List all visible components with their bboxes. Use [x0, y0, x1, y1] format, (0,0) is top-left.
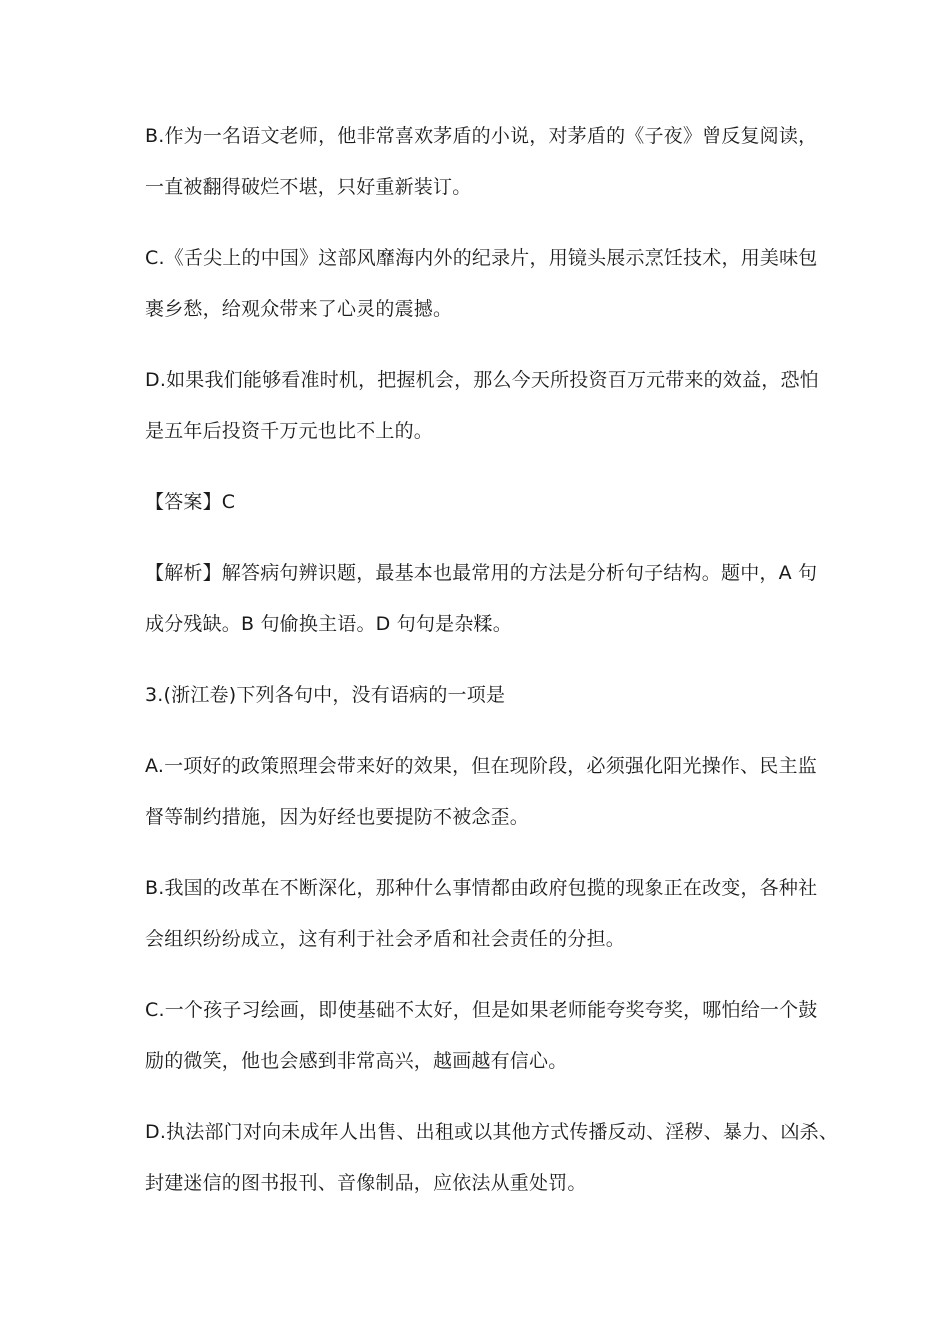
text-line: 督等制约措施，因为好经也要提防不被念歪。 [145, 806, 530, 828]
text-line: 会组织纷纷成立，这有利于社会矛盾和社会责任的分担。 [145, 928, 626, 950]
text-line: 是五年后投资千万元也比不上的。 [145, 420, 434, 442]
text-line: 一直被翻得破烂不堪，只好重新装订。 [145, 176, 472, 198]
text-line: 励的微笑，他也会感到非常高兴，越画越有信心。 [145, 1050, 568, 1072]
text-line: 封建迷信的图书报刊、音像制品，应依法从重处罚。 [145, 1172, 587, 1194]
text-line: A.一项好的政策照理会带来好的效果，但在现阶段，必须强化阳光操作、民主监 [145, 755, 817, 777]
question-heading: 3.(浙江卷)下列各句中，没有语病的一项是 [145, 684, 506, 706]
text-line: D.如果我们能够看准时机，把握机会，那么今天所投资百万元带来的效益，恐怕 [145, 369, 819, 391]
analysis-line: 【解析】解答病句辨识题，最基本也最常用的方法是分析句子结构。题中，A 句 [145, 562, 818, 584]
text-line: 裹乡愁，给观众带来了心灵的震撼。 [145, 298, 453, 320]
text-line: B.作为一名语文老师，他非常喜欢茅盾的小说，对茅盾的《子夜》曾反复阅读， [145, 125, 818, 147]
text-line: C.一个孩子习绘画，即使基础不太好，但是如果老师能夸奖夸奖，哪怕给一个鼓 [145, 999, 818, 1021]
text-line: 成分残缺。B 句偷换主语。D 句句是杂糅。 [145, 613, 512, 635]
text-line: C.《舌尖上的中国》这部风靡海内外的纪录片，用镜头展示烹饪技术，用美味包 [145, 247, 818, 269]
answer-line: 【答案】C [145, 491, 236, 513]
text-line: B.我国的改革在不断深化，那种什么事情都由政府包揽的现象正在改变，各种社 [145, 877, 818, 899]
text-line: D.执法部门对向未成年人出售、出租或以其他方式传播反动、淫秽、暴力、凶杀、 [145, 1121, 839, 1143]
